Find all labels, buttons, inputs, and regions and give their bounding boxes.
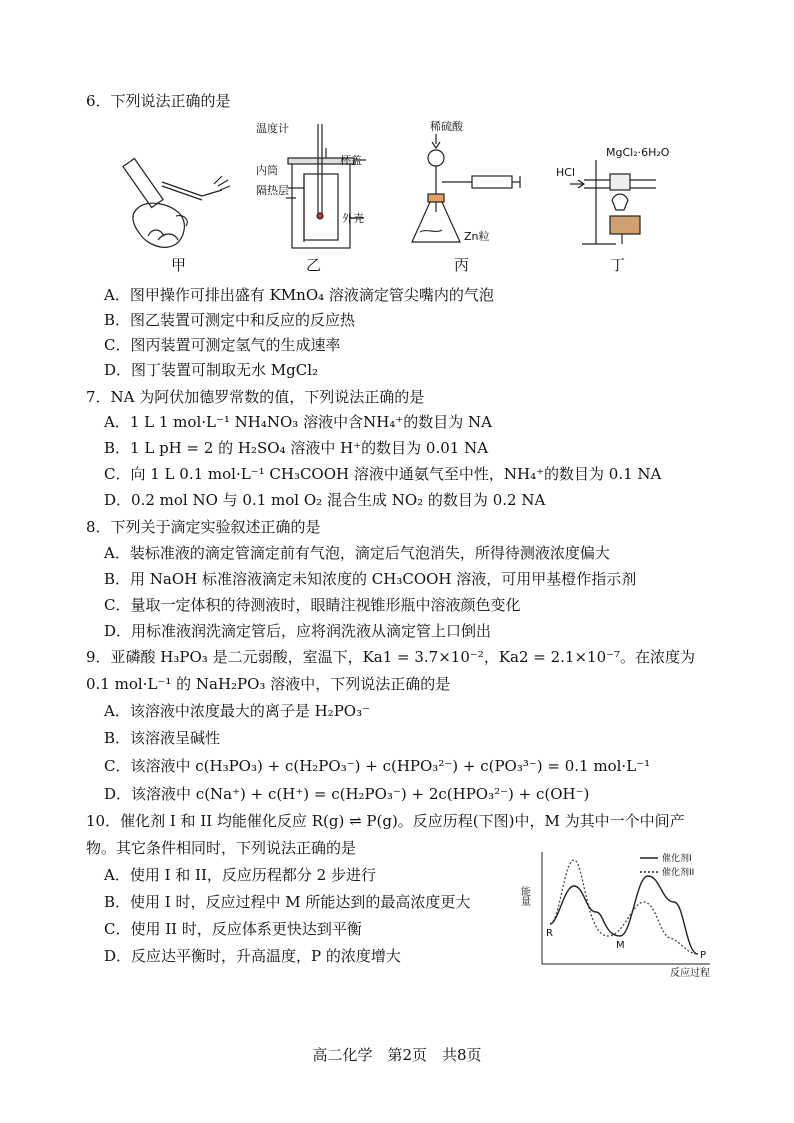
yi-thermometer-label: 温度计 — [256, 122, 289, 135]
q8-stem: 8．下列关于滴定实验叙述正确的是 — [86, 518, 321, 536]
q6-option-a: A．图甲操作可排出盛有 KMnO₄ 溶液滴定管尖嘴内的气泡 — [104, 286, 494, 304]
chart-label-p: P — [700, 950, 707, 961]
fig-yi-label: 乙 — [306, 256, 322, 274]
q10-option-a: A．使用 I 和 II，反应历程都分 2 步进行 — [104, 866, 376, 884]
yi-inner-label: 内筒 — [256, 164, 278, 177]
q9-stem-line1: 9．亚磷酸 H₃PO₃ 是二元弱酸，室温下，Ka1 = 3.7×10⁻²，Ka2 = 2.1×10⁻⁷。在浓度为 — [86, 648, 696, 666]
bing-zn-label: Zn粒 — [464, 230, 490, 243]
q9-option-b: B．该溶液呈碱性 — [104, 729, 221, 747]
q7-option-a: A．1 L 1 mol·L⁻¹ NH₄NO₃ 溶液中含NH₄⁺的数目为 NA — [104, 413, 492, 431]
q9-option-a: A．该溶液中浓度最大的离子是 H₂PO₃⁻ — [104, 702, 371, 720]
yi-insulation-label: 隔热层 — [256, 184, 289, 197]
chart-label-r: R — [546, 928, 553, 939]
q6-option-b: B．图乙装置可测定中和反应的反应热 — [104, 311, 356, 329]
q8-option-a: A．装标准液的滴定管滴定前有气泡，滴定后气泡消失，所得待测液浓度偏大 — [104, 544, 610, 562]
energy-profile-chart — [520, 846, 720, 980]
fig-ding-label: 丁 — [610, 256, 626, 274]
fig-bing-flask-syringe — [406, 118, 526, 258]
q8-option-c: C．量取一定体积的待测液时，眼睛注视锥形瓶中溶液颜色变化 — [104, 596, 521, 614]
q7-option-b: B．1 L pH = 2 的 H₂SO₄ 溶液中 H⁺的数目为 0.01 NA — [104, 439, 489, 457]
q6-option-d: D．图丁装置可制取无水 MgCl₂ — [104, 361, 319, 379]
q10-option-d: D．反应达平衡时，升高温度，P 的浓度增大 — [104, 947, 401, 965]
fig-jia-label: 甲 — [171, 256, 187, 274]
legend-label-series-2: 催化剂II — [662, 868, 695, 878]
q7-stem: 7．NA 为阿伏加德罗常数的值，下列说法正确的是 — [86, 388, 425, 406]
bing-acid-label: 稀硫酸 — [430, 120, 463, 133]
chart-y-label: 能量 — [518, 886, 530, 906]
q10-option-b: B．使用 I 时，反应过程中 M 所能达到的最高浓度更大 — [104, 893, 471, 911]
q7-option-d: D．0.2 mol NO 与 0.1 mol O₂ 混合生成 NO₂ 的数目为 0.2 NA — [104, 491, 546, 509]
q10-stem-line2: 物。其它条件相同时，下列说法正确的是 — [86, 839, 357, 857]
q9-stem-line2: 0.1 mol·L⁻¹ 的 NaH₂PO₃ 溶液中，下列说法正确的是 — [86, 675, 451, 693]
fig-ding-furnace — [556, 140, 696, 258]
q6-stem: 6．下列说法正确的是 — [86, 92, 231, 110]
legend-label-series-1: 催化剂I — [662, 854, 692, 864]
page-footer: 高二化学 第2页 共8页 — [312, 1046, 482, 1064]
q10-stem-line1: 10．催化剂 I 和 II 均能催化反应 R(g) ⇌ P(g)。反应历程(下图)中，M 为其中一个中间产 — [86, 812, 685, 830]
q7-option-c: C．向 1 L 0.1 mol·L⁻¹ CH₃COOH 溶液中通氨气至中性，NH₄⁺的数目为 0.1 NA — [104, 465, 662, 483]
chart-label-m: M — [616, 940, 625, 951]
yi-shell-label: 外壳 — [342, 212, 364, 225]
q8-option-d: D．用标准液润洗滴定管后，应将润洗液从滴定管上口倒出 — [104, 622, 492, 640]
q8-option-b: B．用 NaOH 标准溶液滴定未知浓度的 CH₃COOH 溶液，可用甲基橙作指示剂 — [104, 570, 637, 588]
yi-lid-label: 杯盖 — [340, 154, 362, 167]
q9-option-d: D．该溶液中 c(Na⁺) + c(H⁺) = c(H₂PO₃⁻) + 2c(HPO₃²⁻) + c(OH⁻) — [104, 785, 590, 803]
ding-hcl-label: HCl — [556, 166, 576, 179]
q10-option-c: C．使用 II 时，反应体系更快达到平衡 — [104, 920, 362, 938]
ding-salt-label: MgCl₂·6H₂O — [606, 146, 670, 159]
q6-option-c: C．图丙装置可测定氢气的生成速率 — [104, 336, 341, 354]
fig-bing-label: 丙 — [454, 256, 470, 274]
q9-option-c: C．该溶液中 c(H₃PO₃) + c(H₂PO₃⁻) + c(HPO₃²⁻) + c(PO₃³⁻) = 0.1 mol·L⁻¹ — [104, 757, 651, 775]
fig-yi-calorimeter — [256, 118, 376, 258]
fig-jia-hand-burette — [118, 140, 248, 260]
chart-x-label: 反应过程 — [670, 968, 710, 979]
